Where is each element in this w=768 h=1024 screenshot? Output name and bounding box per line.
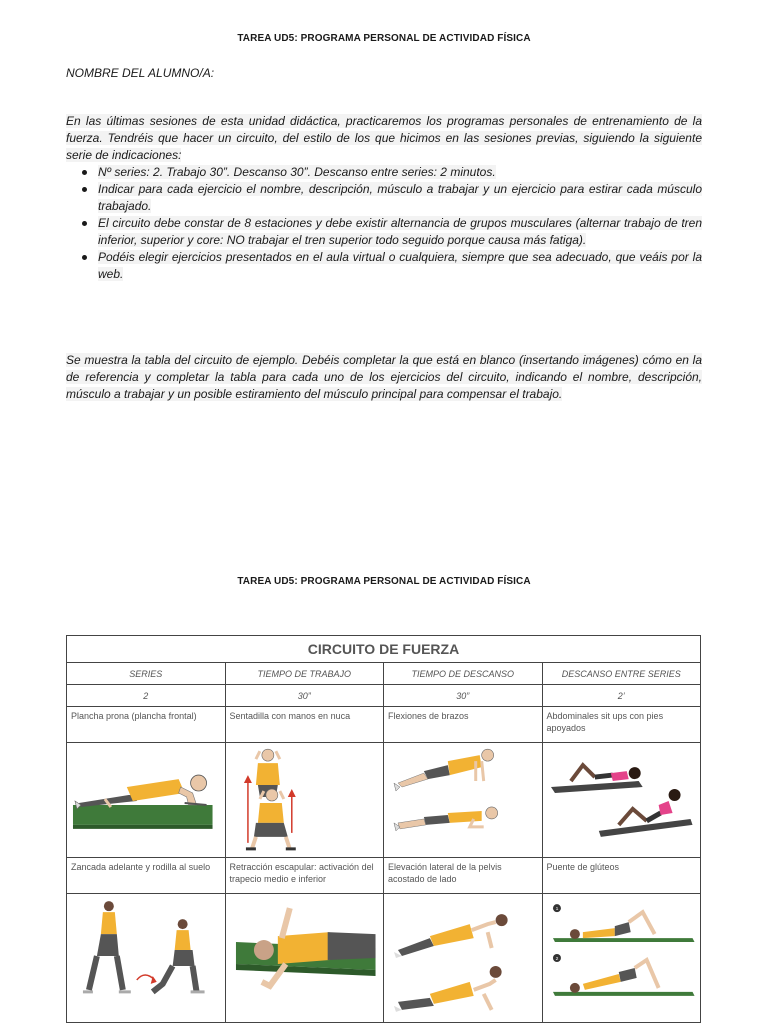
exercise-name: Sentadilla con manos en nuca (225, 707, 384, 743)
side-plank-illustration (384, 894, 542, 1022)
reference-paragraph: Se muestra la tabla del circuito de ejemplo. Debéis completar la que está en blanco (insertando imágenes) cómo en la de referencia y completar la tabla para cada uno de los ejercicios del circuito, indicando el nombre, descripción, músculo a trabajar y un posible estiramiento del músculo principal para compensar el trabajo. (66, 353, 702, 401)
side-plank-image-cell (384, 894, 543, 1023)
header-rest-time: TIEMPO DE DESCANSO (384, 663, 543, 685)
list-item: Nº series: 2. Trabajo 30”. Descanso 30”. Descanso entre series: 2 minutos. (80, 164, 702, 181)
scapular-image-cell (225, 894, 384, 1023)
value-work-time: 30” (225, 685, 384, 707)
glute-bridge-image-cell (542, 894, 701, 1023)
page2-title: TAREA UD5: PROGRAMA PERSONAL DE ACTIVIDAD FÍSICA (237, 576, 531, 587)
step-number: 1 (555, 906, 558, 913)
list-item: Indicar para cada ejercicio el nombre, descripción, músculo a trabajar y un ejercicio para estirar cada músculo trabajado. (80, 181, 702, 215)
exercise-name: Zancada adelante y rodilla al suelo (67, 858, 226, 894)
header-work-time: TIEMPO DE TRABAJO (225, 663, 384, 685)
lunge-illustration (67, 894, 225, 1022)
document-title: TAREA UD5: PROGRAMA PERSONAL DE ACTIVIDAD FÍSICA (237, 33, 531, 44)
value-series: 2 (67, 685, 226, 707)
step-number: 2 (555, 955, 558, 962)
pushup-illustration (384, 743, 542, 857)
situp-image-cell (542, 743, 701, 858)
value-rest-time: 30” (384, 685, 543, 707)
header-series: SERIES (67, 663, 226, 685)
list-item: El circuito debe constar de 8 estaciones y debe existir alternancia de grupos musculares (alternar trabajo de tren inferior, superior y core: NO trabajar el tren superior todo seguido porque causa más fatiga). (80, 215, 702, 249)
pushup-image-cell (384, 743, 543, 858)
intro-paragraph: En las últimas sesiones de esta unidad didáctica, practicaremos los programas personales de entrenamiento de la fuerza. Tendréis que hacer un circuito, del estilo de los que hicimos en las sesiones previas, siguiendo la siguiente serie de indicaciones: (66, 114, 702, 162)
circuit-table (66, 635, 701, 1023)
exercise-name: Puente de glúteos (542, 858, 701, 894)
instructions-list (80, 164, 702, 283)
header-rest-between-series: DESCANSO ENTRE SERIES (542, 663, 701, 685)
scapular-retraction-illustration (226, 894, 384, 1022)
exercise-name: Elevación lateral de la pelvis acostado de lado (384, 858, 543, 894)
exercise-name: Abdominales sit ups con pies apoyados (542, 707, 701, 743)
squat-illustration (226, 743, 384, 857)
value-rest-between-series: 2’ (542, 685, 701, 707)
squat-image-cell (225, 743, 384, 858)
glute-bridge-illustration (543, 894, 701, 1022)
exercise-name: Plancha prona (plancha frontal) (67, 707, 226, 743)
situp-illustration (543, 743, 701, 857)
circuit-table-title: CIRCUITO DE FUERZA (67, 636, 701, 663)
lunge-image-cell (67, 894, 226, 1023)
student-name-label: NOMBRE DEL ALUMNO/A: (66, 66, 215, 80)
exercise-name: Retracción escapular: activación del trapecio medio e inferior (225, 858, 384, 894)
exercise-name: Flexiones de brazos (384, 707, 543, 743)
plank-illustration (67, 743, 225, 857)
list-item: Podéis elegir ejercicios presentados en el aula virtual o cualquiera, siempre que sea adecuado, que veáis por la web. (80, 249, 702, 283)
plank-image-cell (67, 743, 226, 858)
